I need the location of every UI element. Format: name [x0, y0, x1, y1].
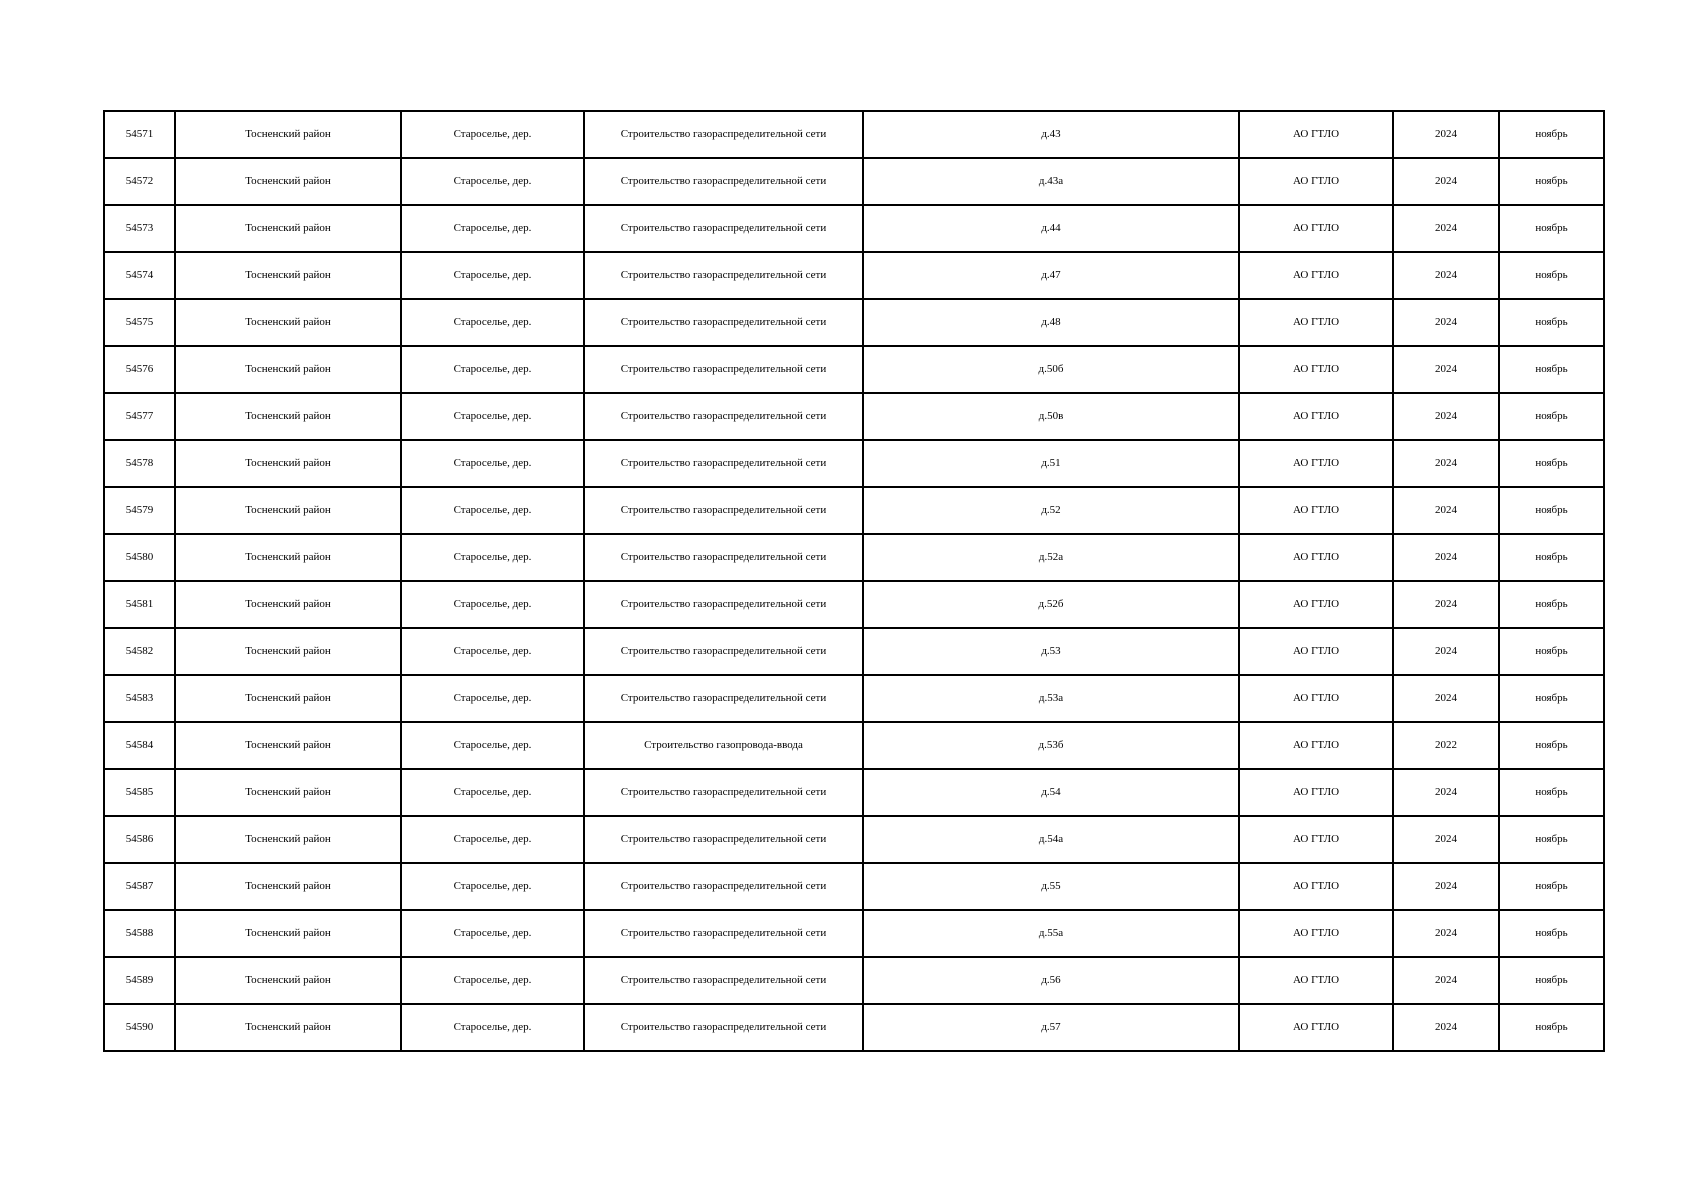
cell-settlement: Староселье, дер.	[401, 769, 584, 816]
cell-settlement: Староселье, дер.	[401, 581, 584, 628]
cell-house-number: д.57	[863, 1004, 1239, 1051]
cell-year: 2024	[1393, 393, 1499, 440]
cell-house-number: д.56	[863, 957, 1239, 1004]
cell-work-type: Строительство газораспределительной сети	[584, 393, 863, 440]
cell-organization: АО ГТЛО	[1239, 628, 1393, 675]
cell-organization: АО ГТЛО	[1239, 957, 1393, 1004]
cell-id: 54584	[104, 722, 175, 769]
cell-work-type: Строительство газораспределительной сети	[584, 299, 863, 346]
table-row	[104, 487, 1604, 534]
cell-year: 2024	[1393, 252, 1499, 299]
cell-month: ноябрь	[1499, 346, 1604, 393]
cell-month: ноябрь	[1499, 910, 1604, 957]
cell-id: 54583	[104, 675, 175, 722]
cell-house-number: д.52	[863, 487, 1239, 534]
cell-id: 54580	[104, 534, 175, 581]
cell-house-number: д.51	[863, 440, 1239, 487]
cell-work-type: Строительство газораспределительной сети	[584, 863, 863, 910]
cell-work-type: Строительство газопровода-ввода	[584, 722, 863, 769]
cell-settlement: Староселье, дер.	[401, 158, 584, 205]
cell-house-number: д.55а	[863, 910, 1239, 957]
cell-settlement: Староселье, дер.	[401, 1004, 584, 1051]
cell-year: 2024	[1393, 487, 1499, 534]
cell-id: 54579	[104, 487, 175, 534]
cell-year: 2024	[1393, 440, 1499, 487]
cell-year: 2024	[1393, 675, 1499, 722]
cell-settlement: Староселье, дер.	[401, 393, 584, 440]
cell-work-type: Строительство газораспределительной сети	[584, 816, 863, 863]
cell-district: Тосненский район	[175, 111, 401, 158]
cell-year: 2024	[1393, 534, 1499, 581]
cell-organization: АО ГТЛО	[1239, 863, 1393, 910]
cell-id: 54590	[104, 1004, 175, 1051]
cell-district: Тосненский район	[175, 675, 401, 722]
cell-year: 2024	[1393, 628, 1499, 675]
cell-organization: АО ГТЛО	[1239, 581, 1393, 628]
cell-id: 54572	[104, 158, 175, 205]
cell-work-type: Строительство газораспределительной сети	[584, 534, 863, 581]
cell-year: 2024	[1393, 158, 1499, 205]
table-row	[104, 863, 1604, 910]
cell-district: Тосненский район	[175, 299, 401, 346]
cell-month: ноябрь	[1499, 581, 1604, 628]
cell-month: ноябрь	[1499, 205, 1604, 252]
cell-organization: АО ГТЛО	[1239, 675, 1393, 722]
cell-month: ноябрь	[1499, 393, 1604, 440]
cell-organization: АО ГТЛО	[1239, 534, 1393, 581]
cell-district: Тосненский район	[175, 910, 401, 957]
cell-organization: АО ГТЛО	[1239, 299, 1393, 346]
cell-district: Тосненский район	[175, 346, 401, 393]
table-row	[104, 440, 1604, 487]
table-row	[104, 675, 1604, 722]
cell-house-number: д.44	[863, 205, 1239, 252]
cell-settlement: Староселье, дер.	[401, 205, 584, 252]
cell-month: ноябрь	[1499, 957, 1604, 1004]
cell-work-type: Строительство газораспределительной сети	[584, 111, 863, 158]
cell-district: Тосненский район	[175, 440, 401, 487]
cell-id: 54578	[104, 440, 175, 487]
cell-settlement: Староселье, дер.	[401, 534, 584, 581]
table-row	[104, 581, 1604, 628]
cell-id: 54586	[104, 816, 175, 863]
cell-settlement: Староселье, дер.	[401, 346, 584, 393]
cell-settlement: Староселье, дер.	[401, 675, 584, 722]
cell-organization: АО ГТЛО	[1239, 1004, 1393, 1051]
cell-year: 2024	[1393, 346, 1499, 393]
table-row	[104, 722, 1604, 769]
cell-district: Тосненский район	[175, 863, 401, 910]
cell-organization: АО ГТЛО	[1239, 440, 1393, 487]
cell-month: ноябрь	[1499, 158, 1604, 205]
cell-id: 54571	[104, 111, 175, 158]
cell-month: ноябрь	[1499, 534, 1604, 581]
cell-district: Тосненский район	[175, 1004, 401, 1051]
cell-settlement: Староселье, дер.	[401, 957, 584, 1004]
cell-house-number: д.53	[863, 628, 1239, 675]
cell-year: 2024	[1393, 863, 1499, 910]
cell-id: 54589	[104, 957, 175, 1004]
cell-settlement: Староселье, дер.	[401, 863, 584, 910]
table-body	[104, 111, 1604, 1051]
cell-organization: АО ГТЛО	[1239, 722, 1393, 769]
cell-work-type: Строительство газораспределительной сети	[584, 440, 863, 487]
cell-id: 54574	[104, 252, 175, 299]
table-row	[104, 1004, 1604, 1051]
table-row	[104, 158, 1604, 205]
cell-organization: АО ГТЛО	[1239, 205, 1393, 252]
cell-house-number: д.47	[863, 252, 1239, 299]
cell-settlement: Староселье, дер.	[401, 111, 584, 158]
cell-district: Тосненский район	[175, 205, 401, 252]
cell-organization: АО ГТЛО	[1239, 769, 1393, 816]
cell-district: Тосненский район	[175, 581, 401, 628]
cell-district: Тосненский район	[175, 534, 401, 581]
cell-month: ноябрь	[1499, 111, 1604, 158]
cell-id: 54585	[104, 769, 175, 816]
cell-house-number: д.54а	[863, 816, 1239, 863]
cell-month: ноябрь	[1499, 722, 1604, 769]
cell-house-number: д.52б	[863, 581, 1239, 628]
cell-house-number: д.55	[863, 863, 1239, 910]
table-row	[104, 910, 1604, 957]
table-row	[104, 299, 1604, 346]
cell-work-type: Строительство газораспределительной сети	[584, 252, 863, 299]
cell-settlement: Староселье, дер.	[401, 628, 584, 675]
cell-house-number: д.48	[863, 299, 1239, 346]
cell-work-type: Строительство газораспределительной сети	[584, 158, 863, 205]
table-row	[104, 769, 1604, 816]
cell-organization: АО ГТЛО	[1239, 252, 1393, 299]
cell-month: ноябрь	[1499, 440, 1604, 487]
cell-house-number: д.53а	[863, 675, 1239, 722]
cell-settlement: Староселье, дер.	[401, 722, 584, 769]
cell-district: Тосненский район	[175, 628, 401, 675]
cell-organization: АО ГТЛО	[1239, 487, 1393, 534]
cell-year: 2024	[1393, 205, 1499, 252]
cell-id: 54588	[104, 910, 175, 957]
cell-work-type: Строительство газораспределительной сети	[584, 346, 863, 393]
cell-year: 2024	[1393, 816, 1499, 863]
table-row	[104, 816, 1604, 863]
cell-work-type: Строительство газораспределительной сети	[584, 581, 863, 628]
cell-district: Тосненский район	[175, 393, 401, 440]
cell-year: 2024	[1393, 581, 1499, 628]
cell-house-number: д.43а	[863, 158, 1239, 205]
cell-id: 54587	[104, 863, 175, 910]
cell-month: ноябрь	[1499, 816, 1604, 863]
cell-month: ноябрь	[1499, 299, 1604, 346]
cell-organization: АО ГТЛО	[1239, 111, 1393, 158]
table-row	[104, 957, 1604, 1004]
table-row	[104, 393, 1604, 440]
cell-settlement: Староселье, дер.	[401, 816, 584, 863]
cell-id: 54582	[104, 628, 175, 675]
cell-organization: АО ГТЛО	[1239, 346, 1393, 393]
cell-work-type: Строительство газораспределительной сети	[584, 769, 863, 816]
cell-year: 2024	[1393, 1004, 1499, 1051]
cell-settlement: Староселье, дер.	[401, 440, 584, 487]
cell-organization: АО ГТЛО	[1239, 816, 1393, 863]
cell-work-type: Строительство газораспределительной сети	[584, 957, 863, 1004]
cell-year: 2024	[1393, 299, 1499, 346]
cell-settlement: Староселье, дер.	[401, 487, 584, 534]
cell-organization: АО ГТЛО	[1239, 158, 1393, 205]
cell-district: Тосненский район	[175, 252, 401, 299]
cell-month: ноябрь	[1499, 769, 1604, 816]
cell-house-number: д.53б	[863, 722, 1239, 769]
cell-work-type: Строительство газораспределительной сети	[584, 910, 863, 957]
table-row	[104, 111, 1604, 158]
cell-id: 54581	[104, 581, 175, 628]
cell-district: Тосненский район	[175, 487, 401, 534]
cell-work-type: Строительство газораспределительной сети	[584, 205, 863, 252]
table-row	[104, 346, 1604, 393]
cell-work-type: Строительство газораспределительной сети	[584, 675, 863, 722]
cell-year: 2024	[1393, 769, 1499, 816]
cell-house-number: д.52а	[863, 534, 1239, 581]
cell-organization: АО ГТЛО	[1239, 393, 1393, 440]
cell-year: 2024	[1393, 111, 1499, 158]
cell-month: ноябрь	[1499, 487, 1604, 534]
cell-year: 2024	[1393, 957, 1499, 1004]
cell-district: Тосненский район	[175, 158, 401, 205]
cell-id: 54573	[104, 205, 175, 252]
cell-district: Тосненский район	[175, 816, 401, 863]
cell-district: Тосненский район	[175, 722, 401, 769]
cell-settlement: Староселье, дер.	[401, 299, 584, 346]
cell-work-type: Строительство газораспределительной сети	[584, 487, 863, 534]
cell-work-type: Строительство газораспределительной сети	[584, 1004, 863, 1051]
table-row	[104, 534, 1604, 581]
table-row	[104, 205, 1604, 252]
cell-district: Тосненский район	[175, 769, 401, 816]
cell-settlement: Староселье, дер.	[401, 910, 584, 957]
table-row	[104, 252, 1604, 299]
cell-district: Тосненский район	[175, 957, 401, 1004]
gasification-table	[103, 110, 1605, 1052]
cell-month: ноябрь	[1499, 252, 1604, 299]
cell-year: 2022	[1393, 722, 1499, 769]
cell-work-type: Строительство газораспределительной сети	[584, 628, 863, 675]
cell-month: ноябрь	[1499, 675, 1604, 722]
table-row	[104, 628, 1604, 675]
cell-id: 54575	[104, 299, 175, 346]
cell-house-number: д.54	[863, 769, 1239, 816]
cell-month: ноябрь	[1499, 1004, 1604, 1051]
cell-organization: АО ГТЛО	[1239, 910, 1393, 957]
cell-house-number: д.50б	[863, 346, 1239, 393]
cell-house-number: д.50в	[863, 393, 1239, 440]
cell-settlement: Староселье, дер.	[401, 252, 584, 299]
cell-month: ноябрь	[1499, 863, 1604, 910]
cell-id: 54576	[104, 346, 175, 393]
cell-id: 54577	[104, 393, 175, 440]
cell-month: ноябрь	[1499, 628, 1604, 675]
cell-year: 2024	[1393, 910, 1499, 957]
cell-house-number: д.43	[863, 111, 1239, 158]
